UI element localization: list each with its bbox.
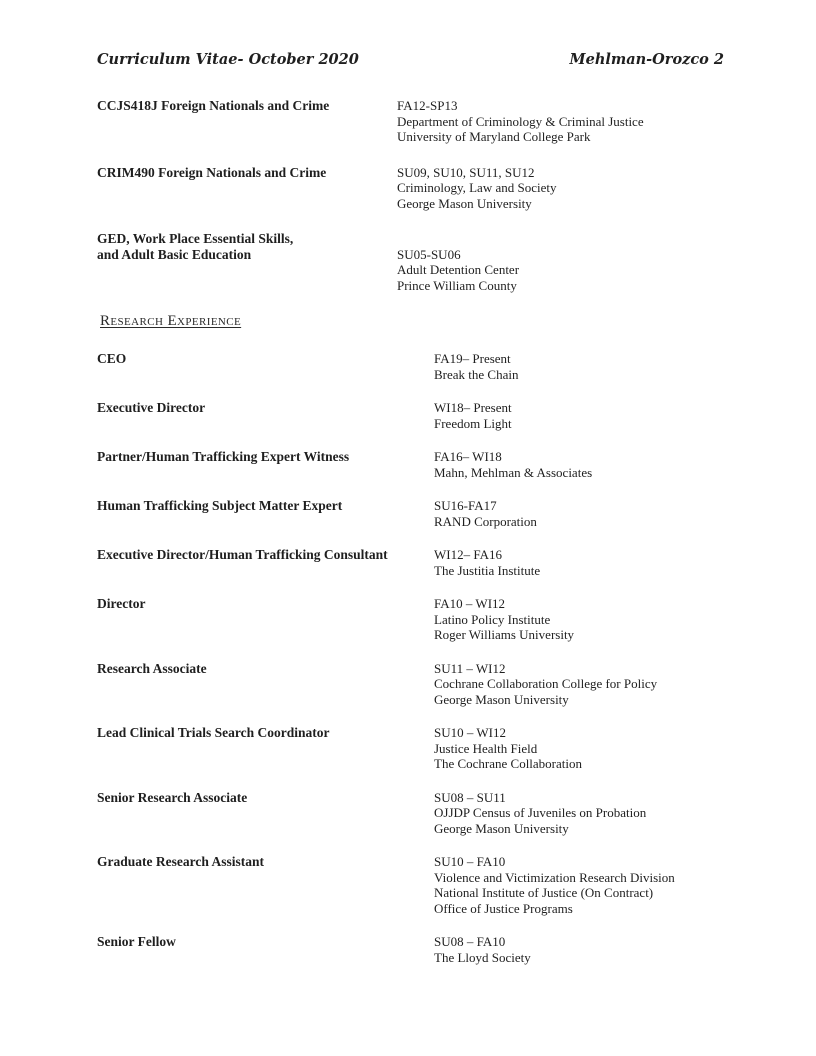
header-author-page-number: Mehlman-Orozco 2 bbox=[569, 51, 724, 68]
entry-detail-line: George Mason University bbox=[434, 820, 569, 836]
entry-detail-line: SU10 – FA10 bbox=[434, 854, 506, 869]
entry-detail-line: National Institute of Justice (On Contract) bbox=[434, 885, 654, 900]
entry-detail-line: George Mason University bbox=[434, 691, 569, 707]
entry-details bbox=[434, 351, 724, 382]
entry-details bbox=[434, 547, 724, 578]
entry-title-line: Human Trafficking Subject Matter Expert bbox=[97, 498, 343, 513]
cv-entry bbox=[97, 790, 724, 837]
entry-detail-line: Break the Chain bbox=[434, 366, 519, 382]
entry-details bbox=[397, 231, 724, 293]
entry-title bbox=[97, 790, 434, 806]
entry-title bbox=[97, 98, 397, 114]
entry-title-line: CRIM490 Foreign Nationals and Crime bbox=[97, 164, 327, 180]
cv-entry bbox=[97, 449, 724, 480]
entry-detail-spacer bbox=[397, 231, 724, 247]
entry-detail-line: FA19– Present bbox=[434, 351, 511, 366]
entry-detail-line: Mahn, Mehlman & Associates bbox=[434, 464, 593, 480]
entry-detail-line: Justice Health Field bbox=[434, 740, 538, 756]
cv-entry bbox=[97, 547, 724, 578]
entry-title bbox=[97, 854, 434, 870]
entry-detail-line: SU08 – SU11 bbox=[434, 789, 506, 805]
entry-details bbox=[434, 449, 724, 480]
entry-detail-line: The Justitia Institute bbox=[434, 562, 541, 578]
entry-detail-line: Prince William County bbox=[397, 277, 517, 293]
entry-detail-line: WI12– FA16 bbox=[434, 547, 503, 562]
cv-entry bbox=[97, 165, 724, 212]
entry-detail-line: SU08 – FA10 bbox=[434, 934, 506, 949]
entry-title bbox=[97, 547, 434, 563]
entry-detail-line: Criminology, Law and Society bbox=[397, 180, 557, 195]
cv-entry bbox=[97, 231, 724, 293]
entry-title-line: CEO bbox=[97, 351, 127, 366]
cv-entry bbox=[97, 934, 724, 965]
entry-details bbox=[434, 400, 724, 431]
entry-title-line: Senior Fellow bbox=[97, 934, 176, 949]
entry-details bbox=[434, 854, 724, 916]
entry-detail-line: FA12-SP13 bbox=[397, 98, 458, 113]
entry-title bbox=[97, 165, 397, 181]
cv-entry bbox=[97, 854, 724, 916]
entry-title-line: Partner/Human Trafficking Expert Witness bbox=[97, 449, 350, 464]
entry-detail-line: Freedom Light bbox=[434, 415, 512, 431]
entry-detail-line: FA16– WI18 bbox=[434, 449, 502, 464]
entry-title-line: GED, Work Place Essential Skills, bbox=[97, 231, 294, 246]
research-entries-section bbox=[97, 351, 724, 965]
entry-title bbox=[97, 449, 434, 465]
entry-title bbox=[97, 661, 434, 677]
entry-detail-line: Adult Detention Center bbox=[397, 262, 520, 277]
entry-title bbox=[97, 400, 434, 416]
entry-detail-line: The Lloyd Society bbox=[434, 949, 531, 965]
cv-entry bbox=[97, 661, 724, 708]
entry-title-line: Executive Director bbox=[97, 400, 206, 415]
entry-title-line: and Adult Basic Education bbox=[97, 246, 252, 262]
entry-detail-line: RAND Corporation bbox=[434, 513, 537, 529]
entry-details bbox=[434, 661, 724, 708]
cv-entry bbox=[97, 725, 724, 772]
cv-entry bbox=[97, 351, 724, 382]
cv-entry bbox=[97, 98, 724, 145]
entry-detail-line: SU09, SU10, SU11, SU12 bbox=[397, 164, 535, 180]
entry-title-line: Graduate Research Assistant bbox=[97, 854, 264, 869]
entry-detail-line: SU10 – WI12 bbox=[434, 725, 506, 740]
entry-detail-line: George Mason University bbox=[397, 195, 532, 211]
cv-entry bbox=[97, 596, 724, 643]
entry-details bbox=[434, 725, 724, 772]
entry-details bbox=[434, 934, 724, 965]
entry-detail-line: Department of Criminology & Criminal Justice bbox=[397, 113, 644, 129]
document-title: Curriculum Vitae- October 2020 bbox=[97, 51, 359, 68]
entry-title-line: CCJS418J Foreign Nationals and Crime bbox=[97, 98, 330, 113]
cv-entry bbox=[97, 498, 724, 529]
entry-title bbox=[97, 231, 397, 262]
entry-details bbox=[397, 98, 724, 145]
entry-details bbox=[434, 498, 724, 529]
entry-detail-line: University of Maryland College Park bbox=[397, 129, 591, 144]
entry-detail-line: SU11 – WI12 bbox=[434, 660, 506, 676]
entry-title-line: Director bbox=[97, 596, 146, 611]
page-header bbox=[97, 52, 724, 68]
entry-detail-line: WI18– Present bbox=[434, 400, 512, 415]
entry-title bbox=[97, 725, 434, 741]
entry-title-line: Research Associate bbox=[97, 660, 207, 676]
cv-entry bbox=[97, 400, 724, 431]
teaching-entries-section bbox=[97, 98, 724, 293]
entry-title-line: Senior Research Associate bbox=[97, 789, 248, 805]
entry-detail-line: OJJDP Census of Juveniles on Probation bbox=[434, 805, 647, 820]
entry-title-line: Lead Clinical Trials Search Coordinator bbox=[97, 725, 330, 740]
entry-detail-line: Latino Policy Institute bbox=[434, 611, 551, 627]
entry-detail-line: Office of Justice Programs bbox=[434, 900, 573, 916]
entry-details bbox=[434, 596, 724, 643]
entry-title bbox=[97, 596, 434, 612]
entry-detail-line: SU16-FA17 bbox=[434, 498, 497, 513]
entry-title bbox=[97, 498, 434, 514]
entry-detail-line: SU05-SU06 bbox=[397, 246, 461, 262]
entry-detail-line: The Cochrane Collaboration bbox=[434, 756, 583, 771]
entry-detail-line: FA10 – WI12 bbox=[434, 596, 506, 611]
entry-title-line: Executive Director/Human Trafficking Consultant bbox=[97, 547, 388, 562]
entry-title bbox=[97, 351, 434, 367]
entry-title bbox=[97, 934, 434, 950]
entry-detail-line: Roger Williams University bbox=[434, 627, 575, 642]
entry-detail-line: Cochrane Collaboration College for Policy bbox=[434, 676, 658, 691]
research-experience-heading: Research Experience bbox=[100, 313, 242, 329]
entry-details bbox=[434, 790, 724, 837]
entry-detail-line: Violence and Victimization Research Division bbox=[434, 869, 675, 885]
entry-details bbox=[397, 165, 724, 212]
